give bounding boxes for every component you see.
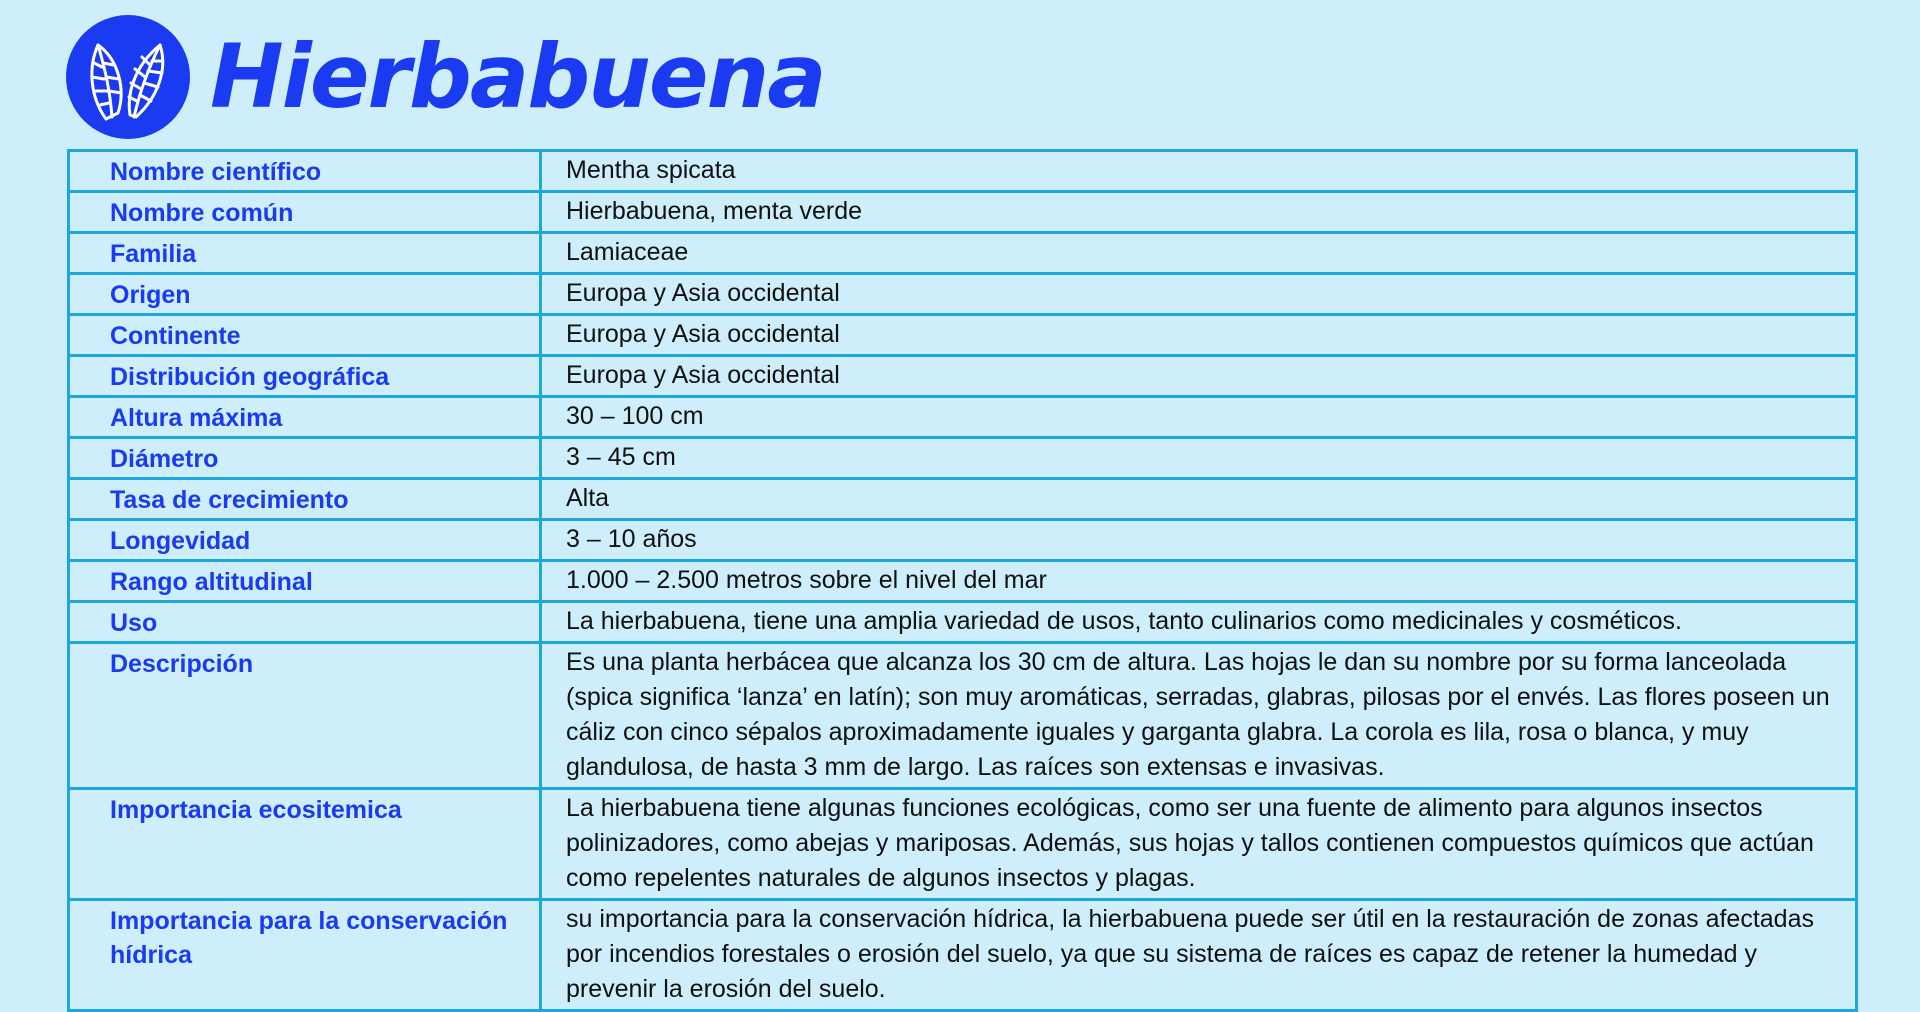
row-label: Importancia para la conservación hídrica [69,900,541,1011]
logo [66,15,190,139]
row-label: Nombre común [69,192,541,233]
leaves-icon [78,27,178,127]
header [66,14,825,140]
row-label: Diámetro [69,438,541,479]
row-value: 30 – 100 cm [541,397,1857,438]
table-row [69,643,1857,789]
table-row [69,520,1857,561]
row-value: 1.000 – 2.500 metros sobre el nivel del mar [541,561,1857,602]
row-label: Rango altitudinal [69,561,541,602]
row-label: Continente [69,315,541,356]
table-row [69,789,1857,900]
row-value: Europa y Asia occidental [541,274,1857,315]
row-label: Descripción [69,643,541,789]
page-title: Hierbabuena [210,25,825,128]
table-row [69,151,1857,192]
row-value: La hierbabuena, tiene una amplia variedad de usos, tanto culinarios como medicinales y cosméticos. [541,602,1857,643]
row-label: Familia [69,233,541,274]
row-value: Alta [541,479,1857,520]
row-value: su importancia para la conservación hídrica, la hierbabuena puede ser útil en la restauración de zonas afectadas por incendios forestales o erosión del suelo, ya que su sistema de raíces es capaz de retener la humedad y prevenir la erosión del suelo. [541,900,1857,1011]
row-value: 3 – 10 años [541,520,1857,561]
table-row [69,438,1857,479]
row-value: La hierbabuena tiene algunas funciones ecológicas, como ser una fuente de alimento para algunos insectos polinizadores, como abejas y mariposas. Además, sus hojas y tallos contienen compuestos químicos que actúan como repelentes naturales de algunos insectos y plagas. [541,789,1857,900]
row-value: Lamiaceae [541,233,1857,274]
row-label: Distribución geográfica [69,356,541,397]
table-row [69,479,1857,520]
table-row [69,274,1857,315]
row-value: Europa y Asia occidental [541,315,1857,356]
row-value: 3 – 45 cm [541,438,1857,479]
row-value: Hierbabuena, menta verde [541,192,1857,233]
row-label: Origen [69,274,541,315]
row-value: Mentha spicata [541,151,1857,192]
row-label: Uso [69,602,541,643]
info-table [67,149,1858,1012]
row-label: Importancia ecositemica [69,789,541,900]
table-row [69,561,1857,602]
table-row [69,602,1857,643]
table-row [69,192,1857,233]
row-value: Europa y Asia occidental [541,356,1857,397]
row-label: Altura máxima [69,397,541,438]
table-row [69,233,1857,274]
row-label: Longevidad [69,520,541,561]
table-row [69,356,1857,397]
row-label: Nombre científico [69,151,541,192]
info-table-wrap [67,149,1858,1012]
table-row [69,397,1857,438]
info-table-body [69,151,1857,1011]
table-row [69,315,1857,356]
row-label: Tasa de crecimiento [69,479,541,520]
table-row [69,900,1857,1011]
row-value: Es una planta herbácea que alcanza los 30 cm de altura. Las hojas le dan su nombre por su forma lanceolada (spica significa ‘lanza’ en latín); son muy aromáticas, serradas, glabras, pilosas por el envés. Las flores poseen un cáliz con cinco sépalos aproximadamente iguales y garganta glabra. La corola es lila, rosa o blanca, y muy glandulosa, de hasta 3 mm de largo. Las raíces son extensas e invasivas. [541,643,1857,789]
